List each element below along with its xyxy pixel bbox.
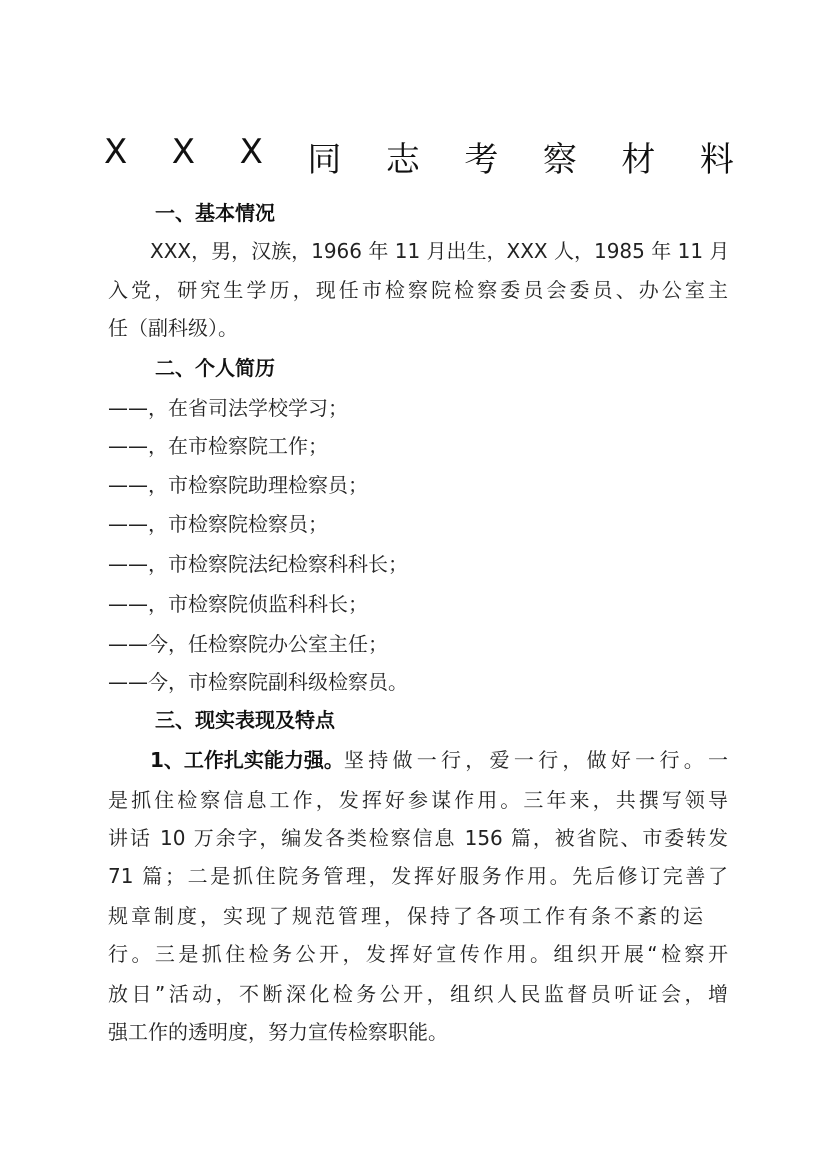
resume-item: ——，在市检察院工作； — [108, 434, 328, 458]
document-title — [104, 132, 734, 181]
resume-item: ——，在省司法学校学习； — [108, 396, 348, 420]
resume-item: ——，市检察院侦监科科长； — [108, 592, 368, 616]
paragraph-line: XXX，男，汉族，1966 年 11 月出生，XXX 人，1985 年 11 月 — [150, 239, 730, 263]
section-heading-performance: 三、现实表现及特点 — [155, 708, 335, 732]
resume-item: ——今，任检察院办公室主任； — [108, 632, 388, 656]
paragraph-line: 是抓住检察信息工作，发挥好参谋作用。三年来，共撰写领导 — [108, 788, 728, 812]
title-char: 材 — [621, 140, 656, 180]
paragraph-line: 放日”活动，不断深化检务公开，组织人民监督员听证会，增 — [108, 982, 728, 1006]
subheading-bold: 1、工作扎实能力强。 — [150, 748, 344, 772]
title-char: X — [171, 132, 196, 172]
paragraph-line — [150, 747, 728, 773]
resume-item: ——，市检察院助理检察员； — [108, 473, 368, 497]
title-char: 志 — [385, 140, 420, 180]
paragraph-line: 71 篇；二是抓住院务管理，发挥好服务作用。先后修订完善了 — [108, 864, 728, 888]
resume-item: ——，市检察院检察员； — [108, 512, 328, 536]
paragraph-line: 讲话 10 万余字，编发各类检察信息 156 篇，被省院、市委转发 — [108, 826, 728, 850]
title-char: 料 — [699, 140, 734, 180]
resume-item: ——，市检察院法纪检察科科长； — [108, 552, 408, 576]
section-heading-resume: 二、个人简历 — [155, 356, 275, 380]
title-char: X — [104, 132, 128, 172]
paragraph-line: 规章制度，实现了规范管理，保持了各项工作有条不紊的运 — [108, 904, 703, 928]
section-heading-basic: 一、基本情况 — [155, 201, 275, 225]
title-char: 同 — [307, 140, 342, 180]
paragraph-line: 任（副科级）。 — [108, 316, 238, 340]
resume-item: ——今，市检察院副科级检察员。 — [108, 670, 408, 694]
title-char: 考 — [464, 140, 499, 180]
paragraph-line: 行。三是抓住检务公开，发挥好宣传作用。组织开展“检察开 — [108, 942, 728, 966]
title-char: X — [239, 132, 263, 172]
paragraph-line: 入党，研究生学历，现任市检察院检察委员会委员、办公室主 — [108, 278, 728, 302]
paragraph-line: 强工作的透明度，努力宣传检察职能。 — [108, 1020, 448, 1044]
title-char: 察 — [542, 140, 577, 180]
paragraph-text: 坚持做一行，爱一行，做好一行。一 — [343, 748, 728, 772]
